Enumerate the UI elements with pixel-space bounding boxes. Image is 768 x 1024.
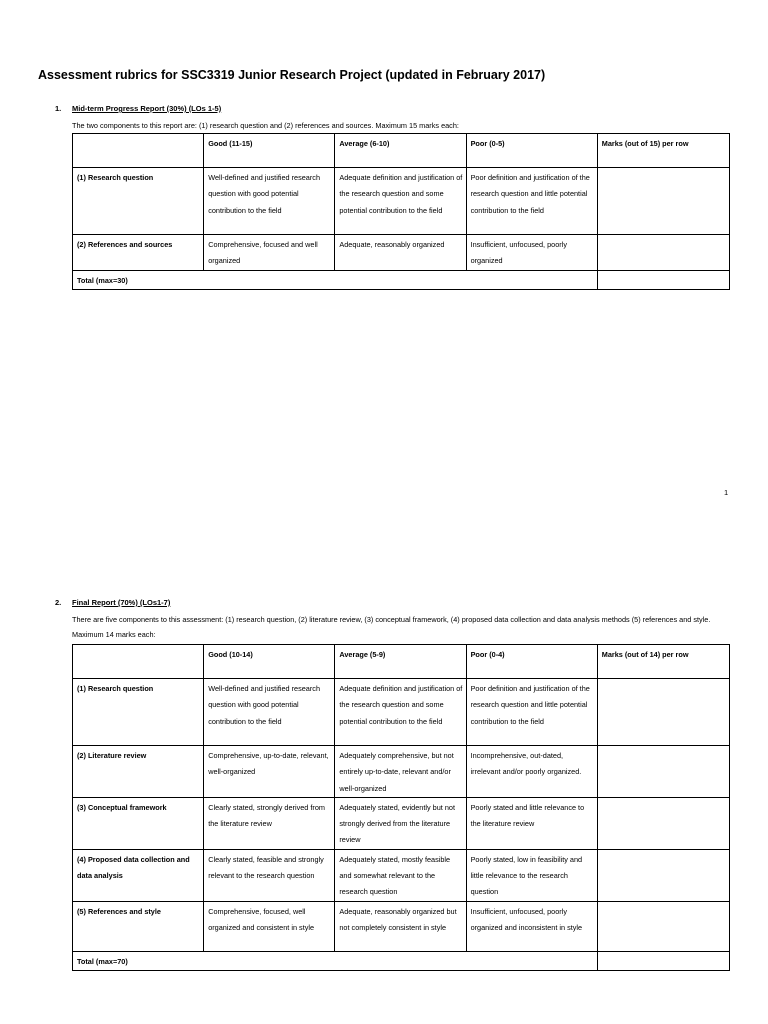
total-row	[73, 951, 730, 970]
table-row	[73, 849, 730, 901]
table-row	[73, 679, 730, 746]
section1-heading	[55, 104, 221, 113]
table-row	[73, 797, 730, 849]
section2-number: 2.	[55, 598, 62, 607]
total-label: Total (max=30)	[73, 270, 598, 289]
good-cell: Clearly stated, strongly derived from the literature review	[204, 797, 335, 849]
column-header: Average (6-10)	[335, 134, 466, 168]
row-label: (4) Proposed data collection and data analysis	[73, 849, 204, 901]
table-header-row	[73, 645, 730, 679]
good-cell: Comprehensive, focused and well organized	[204, 235, 335, 271]
row-label: (2) Literature review	[73, 746, 204, 798]
poor-cell: Incomprehensive, out-dated, irrelevant and/or poorly organized.	[466, 746, 597, 798]
section2-rubric-table	[72, 644, 730, 971]
section1-number: 1.	[55, 104, 62, 113]
average-cell: Adequate, reasonably organized but not completely consistent in style	[335, 901, 466, 951]
section2-heading	[55, 598, 170, 607]
good-cell: Well-defined and justified research question with good potential contribution to the field	[204, 168, 335, 235]
total-label: Total (max=70)	[73, 951, 598, 970]
row-label: (1) Research question	[73, 168, 204, 235]
table-row	[73, 168, 730, 235]
column-header: Poor (0-4)	[466, 645, 597, 679]
poor-cell: Poor definition and justification of the research question and little potential contribution to the field	[466, 679, 597, 746]
poor-cell: Insufficient, unfocused, poorly organized and inconsistent in style	[466, 901, 597, 951]
column-header	[73, 134, 204, 168]
marks-cell	[597, 168, 729, 235]
average-cell: Adequately stated, mostly feasible and somewhat relevant to the research question	[335, 849, 466, 901]
row-label: (3) Conceptual framework	[73, 797, 204, 849]
total-marks-cell	[597, 951, 729, 970]
average-cell: Adequate definition and justification of the research question and some potential contribution to the field	[335, 679, 466, 746]
good-cell: Comprehensive, up-to-date, relevant, well-organized	[204, 746, 335, 798]
table-header-row	[73, 134, 730, 168]
section1-intro: The two components to this report are: (1) research question and (2) references and sources. Maximum 15 marks each:	[72, 121, 459, 130]
document-title: Assessment rubrics for SSC3319 Junior Research Project (updated in February 2017)	[38, 68, 546, 82]
marks-cell	[597, 901, 729, 951]
poor-cell: Insufficient, unfocused, poorly organized	[466, 235, 597, 271]
column-header: Poor (0-5)	[466, 134, 597, 168]
row-label: (5) References and style	[73, 901, 204, 951]
page-number: 1	[724, 488, 729, 497]
average-cell: Adequately stated, evidently but not strongly derived from the literature review	[335, 797, 466, 849]
marks-cell	[597, 797, 729, 849]
average-cell: Adequately comprehensive, but not entirely up-to-date, relevant and/or well-organized	[335, 746, 466, 798]
section1-title: Mid-term Progress Report (30%) (LOs 1-5)	[72, 104, 222, 113]
marks-cell	[597, 849, 729, 901]
poor-cell: Poorly stated and little relevance to the literature review	[466, 797, 597, 849]
good-cell: Well-defined and justified research question with good potential contribution to the field	[204, 679, 335, 746]
average-cell: Adequate definition and justification of the research question and some potential contribution to the field	[335, 168, 466, 235]
column-header: Average (5-9)	[335, 645, 466, 679]
table-row	[73, 235, 730, 271]
good-cell: Clearly stated, feasible and strongly relevant to the research question	[204, 849, 335, 901]
total-row	[73, 270, 730, 289]
average-cell: Adequate, reasonably organized	[335, 235, 466, 271]
marks-cell	[597, 679, 729, 746]
column-header: Marks (out of 15) per row	[597, 134, 729, 168]
column-header	[73, 645, 204, 679]
total-marks-cell	[597, 270, 729, 289]
poor-cell: Poor definition and justification of the research question and little potential contribution to the field	[466, 168, 597, 235]
poor-cell: Poorly stated, low in feasibility and little relevance to the research question	[466, 849, 597, 901]
table-row	[73, 901, 730, 951]
column-header: Good (11-15)	[204, 134, 335, 168]
marks-cell	[597, 746, 729, 798]
section1-rubric-table	[72, 133, 730, 290]
table-row	[73, 746, 730, 798]
column-header: Marks (out of 14) per row	[597, 645, 729, 679]
row-label: (1) Research question	[73, 679, 204, 746]
row-label: (2) References and sources	[73, 235, 204, 271]
section2-intro: There are five components to this assessment: (1) research question, (2) literature review, (3) conceptual framework, (4) proposed data collection and data analysis methods (5) references and style. Maximum 14 marks each:	[72, 615, 711, 639]
good-cell: Comprehensive, focused, well organized and consistent in style	[204, 901, 335, 951]
marks-cell	[597, 235, 729, 271]
column-header: Good (10-14)	[204, 645, 335, 679]
section2-title: Final Report (70%) (LOs1-7)	[72, 598, 171, 607]
